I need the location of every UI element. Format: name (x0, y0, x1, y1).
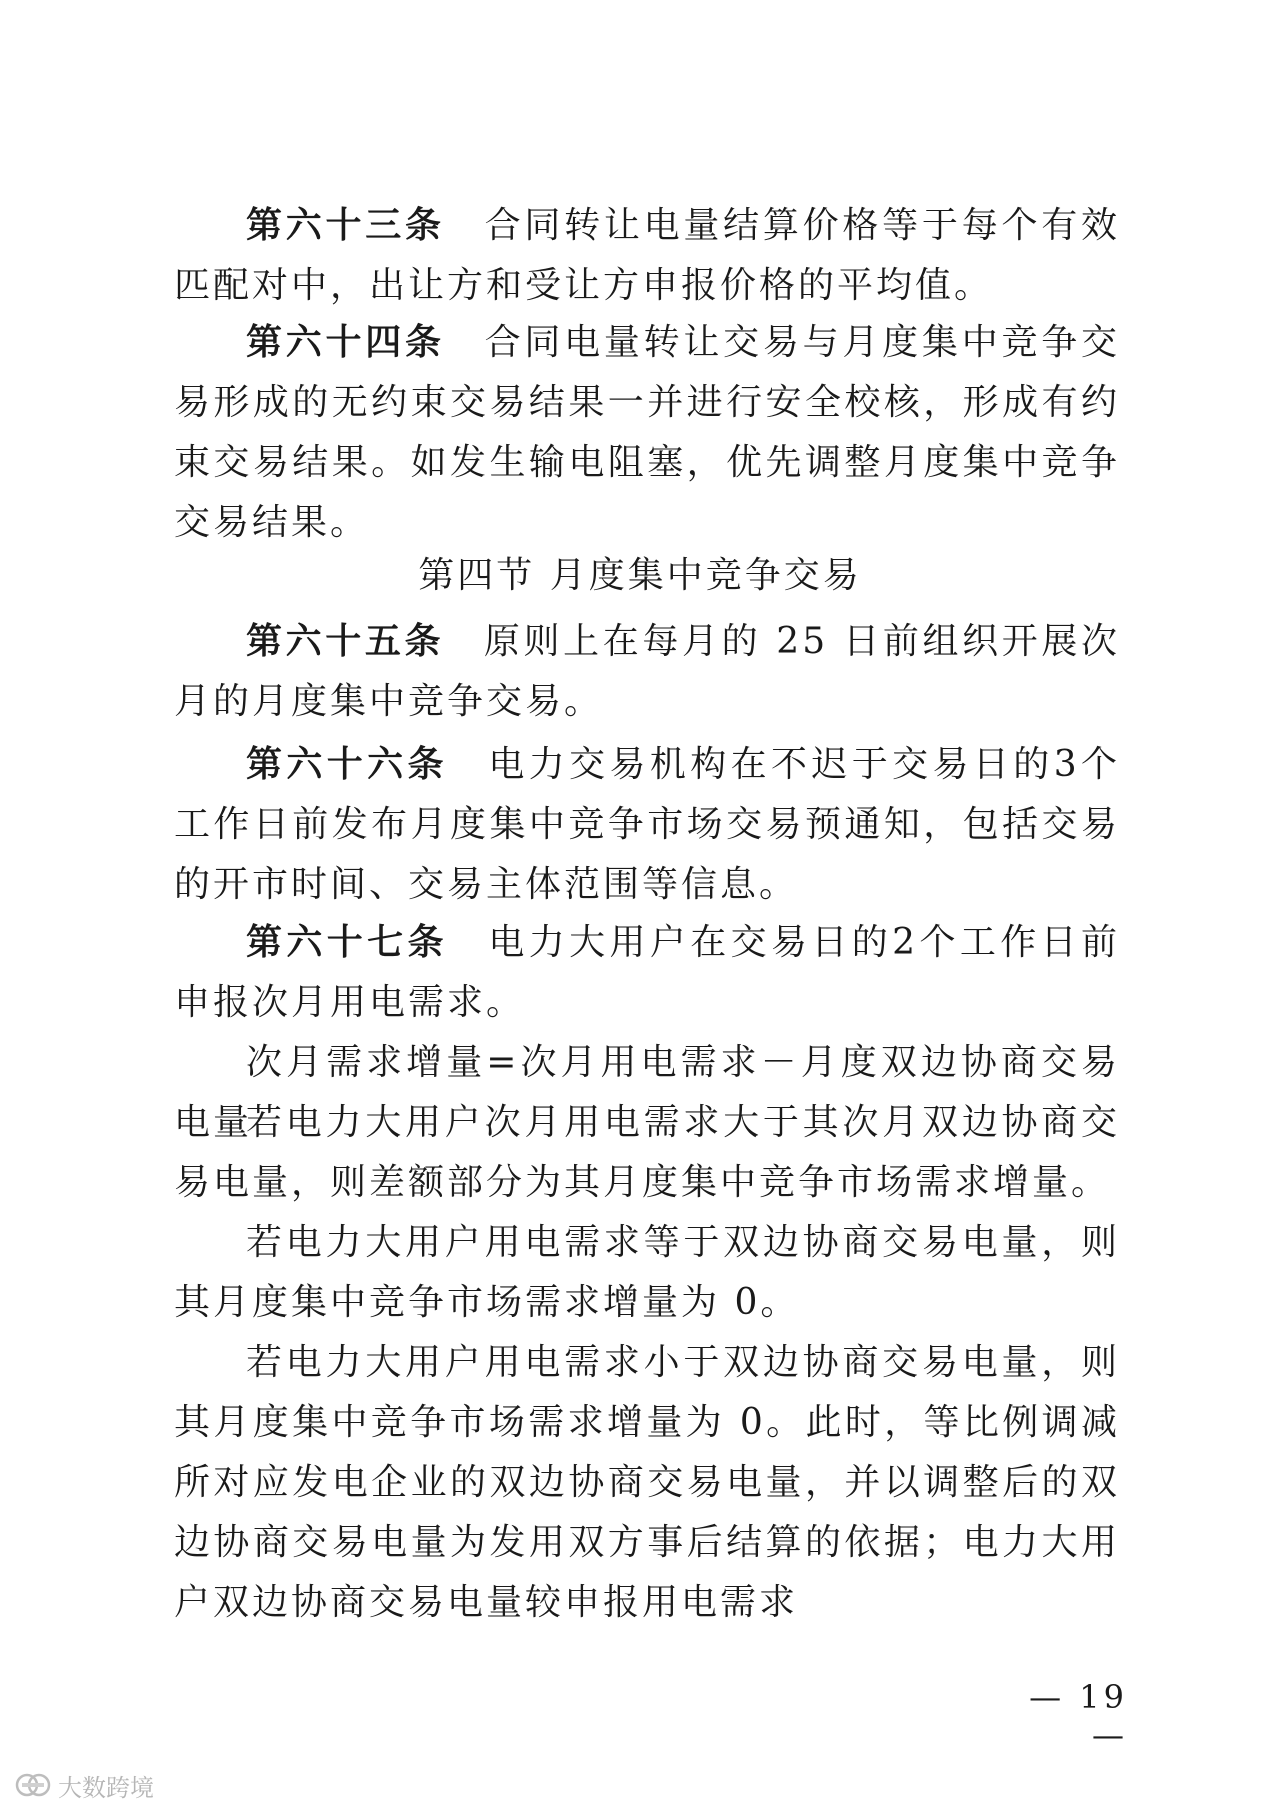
article-text: 合同转让电量结算价格等于每个有效匹配对中，出让方和受让方申报价格的平均值。 (174, 205, 1120, 306)
article-text: 合同电量转让交易与月度集中竞争交易形成的无约束交易结果一并进行安全校核，形成有约束交易结果。如发生输电阻塞，优先调整月度集中竞争交易结果。 (174, 322, 1120, 543)
dashuo-logo-icon (14, 1772, 52, 1798)
article-64 (174, 313, 1120, 553)
watermark-text: 大数跨境 (58, 1773, 154, 1802)
article-text: 电力交易机构在不迟于交易日的3个工作日前发布月度集中竞争市场交易预通知，包括交易的开市时间、交易主体范围等信息。 (174, 744, 1120, 905)
article-65 (174, 612, 1120, 732)
article-number: 第六十六条 (246, 744, 448, 785)
body-paragraph: 若电力大用户用电需求小于双边协商交易电量，则其月度集中竞争市场需求增量为 0。此时，等比例调减所对应发电企业的双边协商交易电量，并以调整后的双边协商交易电量为发用双方事后结算的依据；电力大用户双边协商交易电量较申报用电需求 (174, 1342, 1120, 1623)
article-text: 电力大用户在交易日的2个工作日前申报次月用电需求。 (174, 922, 1120, 1023)
section-heading: 第四节 月度集中竞争交易 (418, 555, 862, 596)
article-66 (174, 735, 1120, 915)
page-number: — 19 — (1029, 1678, 1128, 1754)
formula-paragraph: 次月需求增量=次月用电需求－月度双边协商交易电量 (174, 1042, 1120, 1143)
article-63 (174, 196, 1120, 316)
article-number: 第六十四条 (246, 322, 445, 363)
body-paragraph: 若电力大用户次月用电需求大于其次月双边协商交易电量，则差额部分为其月度集中竞争市场需求增量。 (174, 1102, 1120, 1203)
watermark (14, 1768, 154, 1802)
article-67 (174, 913, 1120, 1033)
article-number: 第六十七条 (246, 922, 448, 963)
article-number: 第六十五条 (246, 621, 445, 662)
article-number: 第六十三条 (246, 205, 445, 246)
article-text: 原则上在每月的 25 日前组织开展次月的月度集中竞争交易。 (174, 621, 1120, 722)
body-paragraph: 若电力大用户用电需求等于双边协商交易电量，则其月度集中竞争市场需求增量为 0。 (174, 1222, 1120, 1323)
